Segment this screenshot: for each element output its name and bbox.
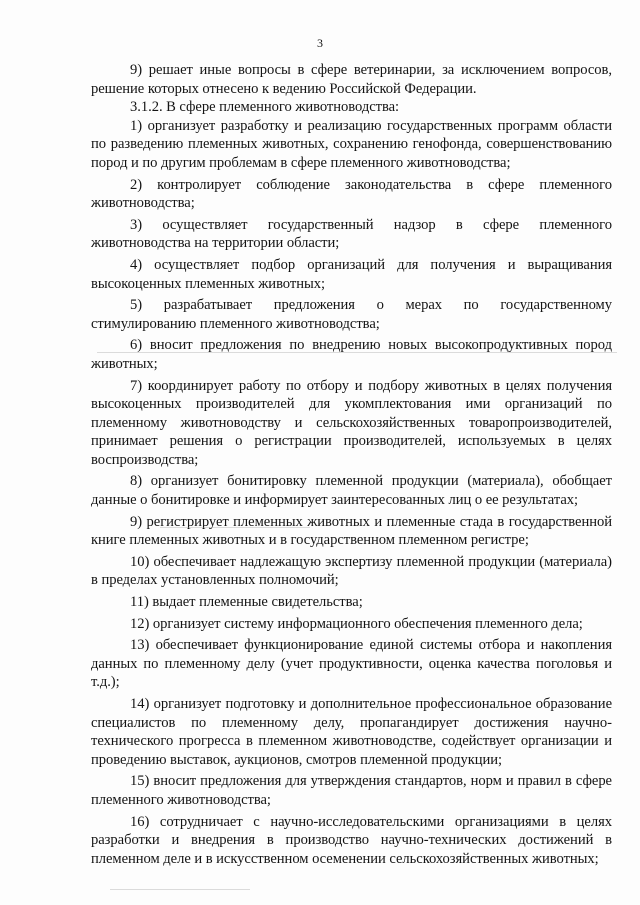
- list-item: 7) координирует работу по отбору и подбору животных в целях получения высокоценных производителей для укомплектования ими организаций по племенному животноводству и сельскохозяйственных товаропроизводителей, принимает решения о регистрации производителей, используемых в целях воспроизводства;: [91, 377, 612, 468]
- list-item: 9) регистрирует племенных животных и племенные стада в государственной книге племенных животных и в государственном племенном регистре;: [91, 513, 612, 549]
- list-item: 14) организует подготовку и дополнительное профессиональное образование специалистов по племенному делу, пропагандирует достижения научно-технического прогресса в племенном животноводстве, содействует организации и проведению выставок, аукционов, смотров племенной продукции;: [91, 696, 612, 768]
- list-item: 6) вносит предложения по внедрению новых высокопродуктивных пород животных;: [91, 337, 612, 372]
- list-item: 10) обеспечивает надлежащую экспертизу племенной продукции (материала) в пределах установленных полномочий;: [91, 553, 612, 589]
- list-item: 8) организует бонитировку племенной продукции (материала), обобщает данные о бонитировке и информирует заинтересованных лиц о ее результатах;: [91, 473, 612, 509]
- section-heading-3-1-2: 3.1.2. В сфере племенного животноводства:: [130, 99, 400, 116]
- document-body: [91, 61, 612, 868]
- scan-noise-line: [110, 889, 250, 890]
- list-item: 3) осуществляет государственный надзор в сфере племенного животноводства на территории области;: [91, 216, 612, 252]
- list-item: 11) выдает племенные свидетельства;: [130, 594, 363, 611]
- list-item: 13) обеспечивает функционирование единой системы отбора и накопления данных по племенному делу (учет продуктивности, оценка качества поголовья и т.д.);: [91, 637, 612, 691]
- list-item: 2) контролирует соблюдение законодательства в сфере племенного животноводства;: [91, 176, 612, 212]
- list-item: 12) организует систему информационного обеспечения племенного дела;: [130, 615, 583, 632]
- page-number: 3: [317, 36, 323, 50]
- list-item: 16) сотрудничает с научно-исследовательскими организациями в целях разработки и внедрения в производство научно-технических достижений в племенном деле и в искусственном осеменении сельскохозяйственных животных;: [91, 813, 612, 867]
- list-item: 1) организует разработку и реализацию государственных программ области по разведению племенных животных, сохранению генофонда, совершенствованию пород и по другим проблемам в сфере племенного животноводства;: [91, 117, 612, 171]
- scan-noise-line: [160, 527, 310, 528]
- list-item: 4) осуществляет подбор организаций для получения и выращивания высокоценных племенных животных;: [91, 256, 612, 292]
- scan-noise-line: [97, 352, 617, 353]
- paragraph-item-9-veterinary: 9) решает иные вопросы в сфере ветеринарии, за исключением вопросов, решение которых отнесено к ведению Российской Федерации.: [91, 62, 612, 97]
- list-item: 5) разрабатывает предложения о мерах по государственному стимулированию племенного животноводства;: [91, 297, 612, 332]
- list-item: 15) вносит предложения для утверждения стандартов, норм и правил в сфере племенного животноводства;: [91, 773, 612, 808]
